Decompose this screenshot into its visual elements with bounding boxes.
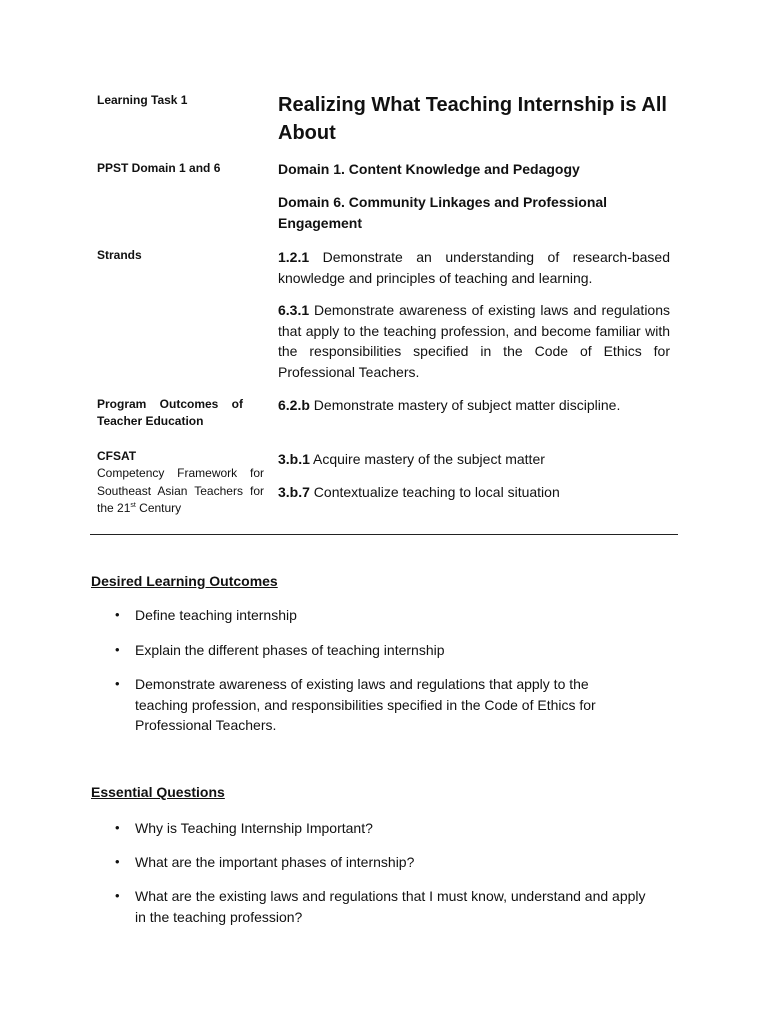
list-item [0, 818, 655, 839]
program-outcomes-label-line1: Program Outcomes of [97, 397, 243, 411]
cfsat-code: 3.b.1 [278, 451, 310, 467]
list-item-text: What are the important phases of internship? [135, 853, 415, 870]
ppst-label: PPST Domain 1 and 6 [97, 161, 221, 175]
program-outcomes-label-line2: Teacher Education [97, 414, 204, 428]
section-divider [90, 534, 678, 535]
strand-item-1 [278, 247, 670, 288]
cfsat-item-2 [278, 482, 670, 503]
list-item-text: Why is Teaching Internship Important? [135, 820, 373, 836]
bullet-icon: • [115, 888, 120, 903]
list-item [0, 605, 655, 626]
cfsat-code: 3.b.7 [278, 484, 310, 500]
bullet-icon: • [115, 641, 120, 657]
strand-text: Demonstrate an understanding of research-based knowledge and principles of teaching and learning. [278, 249, 670, 286]
list-item-text: What are the existing laws and regulations that I must know, understand and apply in the teaching profession? [135, 888, 646, 925]
list-item [0, 852, 655, 873]
strand-item-2 [278, 300, 670, 382]
strands-label: Strands [97, 248, 142, 262]
ppst-domain-6: Domain 6. Community Linkages and Professional Engagement [278, 194, 608, 231]
essential-questions-heading: Essential Questions [91, 784, 225, 800]
bullet-icon: • [115, 820, 120, 835]
list-item-text: Explain the different phases of teaching internship [135, 641, 445, 658]
cfsat-text: Contextualize teaching to local situation [309, 484, 560, 500]
list-item [0, 674, 640, 736]
strand-text: Demonstrate awareness of existing laws and regulations that apply to the teaching profession, and become familiar with the responsibilities specified in the Code of Ethics for Professional Teachers. [278, 302, 670, 380]
cfsat-description-text: Competency Framework for Southeast Asian Teachers for the 21 [97, 466, 264, 515]
cfsat-text: Acquire mastery of the subject matter [309, 451, 545, 467]
desired-outcomes-list [0, 605, 768, 736]
cfsat-label: CFSAT [97, 449, 137, 463]
bullet-icon: • [115, 676, 120, 691]
cfsat-label-block [97, 448, 265, 518]
list-item-text: Define teaching internship [135, 607, 297, 623]
strand-code: 6.3.1 [278, 302, 310, 318]
page-title: Realizing What Teaching Internship is All About [278, 94, 667, 144]
cfsat-item-1 [278, 449, 670, 470]
program-outcome-item [278, 395, 670, 416]
learning-task-label: Learning Task 1 [97, 93, 188, 107]
desired-outcomes-heading: Desired Learning Outcomes [91, 573, 278, 589]
bullet-icon: • [115, 607, 120, 622]
cfsat-description [97, 465, 264, 518]
bullet-icon: • [115, 853, 120, 869]
cfsat-description-sup: st [130, 502, 136, 509]
essential-questions-list [0, 818, 768, 927]
list-item [0, 640, 655, 661]
program-outcome-code: 6.2.b [278, 397, 310, 413]
list-item-text: Demonstrate awareness of existing laws and regulations that apply to the teaching profession, and responsibilities specified in the Code of Ethics for Professional Teachers. [135, 676, 596, 733]
program-outcome-text: Demonstrate mastery of subject matter discipline. [309, 397, 621, 413]
program-outcomes-label [97, 396, 265, 430]
strand-code: 1.2.1 [278, 249, 310, 265]
list-item [0, 886, 655, 927]
ppst-domain-1: Domain 1. Content Knowledge and Pedagogy [278, 161, 580, 177]
cfsat-description-tail: Century [135, 501, 182, 515]
